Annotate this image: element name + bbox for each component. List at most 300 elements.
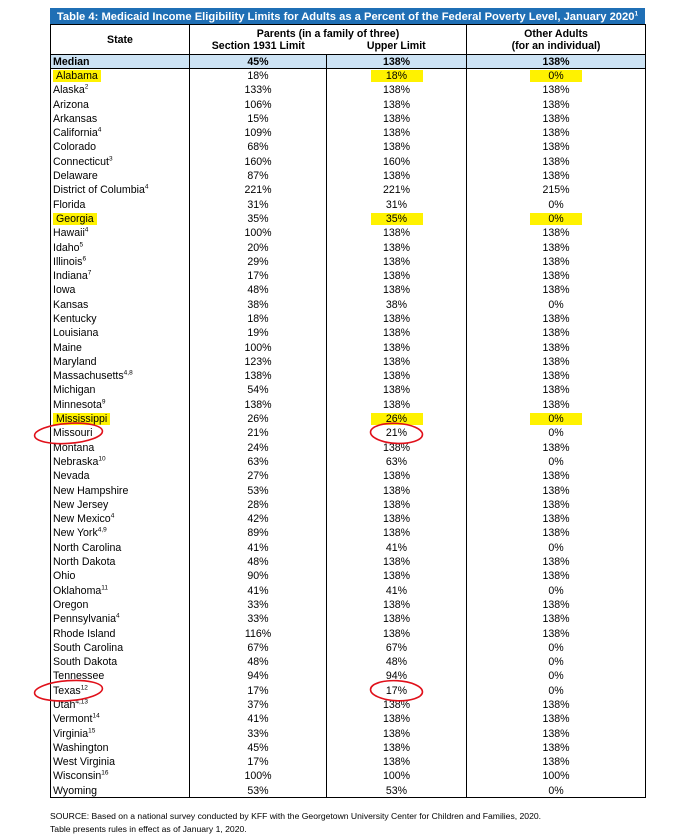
section-1931-cell — [190, 355, 327, 369]
section-1931-cell-value: 123% — [244, 355, 272, 368]
state-name: Iowa — [53, 284, 76, 297]
median-upper-limit: 138% — [327, 55, 467, 69]
upper-limit-cell — [327, 641, 467, 655]
section-1931-cell — [190, 755, 327, 769]
upper-limit-cell-value: 94% — [385, 670, 408, 683]
table-row — [51, 512, 646, 526]
state-name: Maine — [53, 341, 82, 354]
section-1931-cell — [190, 455, 327, 469]
other-adults-cell-value: 0% — [530, 213, 582, 225]
state-name: Washington — [53, 741, 109, 754]
state-name: Maryland — [53, 355, 97, 368]
upper-limit-cell — [327, 340, 467, 354]
state-cell — [51, 240, 190, 254]
section-1931-cell — [190, 426, 327, 440]
section-1931-cell-value: 106% — [244, 98, 272, 111]
section-1931-cell — [190, 183, 327, 197]
state-cell — [51, 555, 190, 569]
section-1931-cell — [190, 412, 327, 426]
section-1931-cell — [190, 726, 327, 740]
upper-limit-cell-value: 35% — [371, 213, 423, 225]
state-footnote: 15 — [88, 727, 96, 735]
other-adults-cell — [467, 126, 646, 140]
upper-limit-cell-value: 138% — [382, 613, 411, 626]
upper-limit-cell — [327, 469, 467, 483]
other-adults-cell-value: 138% — [542, 341, 570, 354]
section-1931-cell-value: 63% — [247, 455, 269, 468]
section-1931-cell — [190, 226, 327, 240]
state-cell — [51, 369, 190, 383]
table-row — [51, 412, 646, 426]
other-adults-cell — [467, 455, 646, 469]
other-adults-cell — [467, 426, 646, 440]
upper-limit-cell — [327, 698, 467, 712]
other-adults-cell-value: 138% — [542, 255, 570, 268]
section-1931-cell-value: 24% — [247, 441, 269, 454]
section-1931-cell-value: 17% — [247, 684, 269, 697]
state-cell — [51, 197, 190, 211]
upper-limit-cell-value: 138% — [382, 355, 411, 368]
other-adults-cell — [467, 355, 646, 369]
section-1931-cell-value: 48% — [247, 656, 269, 669]
upper-limit-cell — [327, 626, 467, 640]
upper-limit-cell — [327, 155, 467, 169]
other-adults-cell-value: 100% — [542, 770, 570, 783]
section-1931-cell-value: 17% — [247, 270, 269, 283]
other-adults-cell-value: 138% — [542, 84, 570, 97]
section-1931-cell — [190, 684, 327, 698]
state-footnote: 14 — [92, 712, 100, 720]
state-cell — [51, 583, 190, 597]
header-parents-group: Parents (in a family of three) — [256, 27, 400, 40]
state-footnote: 4 — [110, 512, 115, 520]
upper-limit-cell-value: 138% — [382, 241, 411, 254]
table-row — [51, 755, 646, 769]
state-name: Wisconsin — [53, 770, 102, 783]
other-adults-cell — [467, 555, 646, 569]
table-row — [51, 769, 646, 783]
section-1931-cell-value: 37% — [247, 699, 269, 711]
upper-limit-cell — [327, 326, 467, 340]
state-name: Georgia — [53, 213, 97, 225]
upper-limit-cell-value: 138% — [382, 741, 411, 754]
section-1931-cell — [190, 126, 327, 140]
other-adults-cell-value: 138% — [542, 370, 570, 383]
state-name: Minnesota — [53, 398, 102, 411]
other-adults-cell — [467, 140, 646, 154]
table-row — [51, 555, 646, 569]
state-footnote: 6 — [82, 255, 87, 263]
other-adults-cell-value: 138% — [542, 241, 570, 254]
source-note — [50, 810, 650, 836]
state-name: Connecticut — [53, 155, 109, 168]
section-1931-cell — [190, 169, 327, 183]
section-1931-cell — [190, 398, 327, 412]
upper-limit-cell — [327, 69, 467, 83]
upper-limit-cell-value: 160% — [382, 155, 411, 168]
state-cell — [51, 326, 190, 340]
other-adults-cell-value: 138% — [542, 355, 570, 368]
upper-limit-cell — [327, 398, 467, 412]
upper-limit-cell — [327, 555, 467, 569]
table-row — [51, 183, 646, 197]
upper-limit-cell-value: 17% — [385, 684, 408, 697]
upper-limit-cell — [327, 498, 467, 512]
section-1931-cell — [190, 598, 327, 612]
state-cell — [51, 441, 190, 455]
state-footnote: 2 — [84, 83, 89, 91]
upper-limit-cell-value: 138% — [382, 255, 411, 268]
section-1931-cell — [190, 569, 327, 583]
other-adults-cell-value: 0% — [548, 684, 564, 697]
other-adults-cell-value: 138% — [542, 527, 570, 540]
section-1931-cell-value: 35% — [247, 212, 269, 225]
state-cell — [51, 283, 190, 297]
section-1931-cell-value: 41% — [247, 584, 269, 597]
other-adults-cell-value: 0% — [548, 670, 564, 683]
state-name: New Jersey — [53, 498, 109, 511]
upper-limit-cell — [327, 312, 467, 326]
state-name: Vermont — [53, 713, 93, 726]
upper-limit-cell — [327, 541, 467, 555]
upper-limit-cell-value: 138% — [382, 398, 411, 411]
table-row — [51, 112, 646, 126]
section-1931-cell — [190, 741, 327, 755]
upper-limit-cell — [327, 769, 467, 783]
state-cell — [51, 784, 190, 798]
section-1931-cell-value: 90% — [247, 570, 269, 583]
state-name: Michigan — [53, 384, 96, 397]
other-adults-cell — [467, 483, 646, 497]
upper-limit-cell-value: 38% — [385, 298, 408, 311]
other-adults-cell — [467, 312, 646, 326]
state-name: Alabama — [53, 70, 101, 82]
other-adults-cell — [467, 741, 646, 755]
state-name: Wyoming — [53, 784, 98, 797]
table-title-text: Table 4: Medicaid Income Eligibility Limits for Adults as a Percent of the Federal Poverty Level, January 2020 — [56, 11, 635, 23]
upper-limit-cell-value: 26% — [371, 413, 423, 425]
upper-limit-cell — [327, 212, 467, 226]
upper-limit-cell-value: 53% — [385, 784, 408, 797]
upper-limit-cell — [327, 741, 467, 755]
section-1931-cell — [190, 255, 327, 269]
other-adults-cell — [467, 255, 646, 269]
state-footnote: 4 — [97, 126, 102, 134]
section-1931-cell-value: 20% — [247, 241, 269, 254]
upper-limit-cell-value: 138% — [382, 470, 411, 483]
section-1931-cell-value: 68% — [247, 141, 269, 154]
state-name: Rhode Island — [53, 627, 116, 640]
other-adults-cell-value: 0% — [548, 455, 564, 468]
section-1931-cell — [190, 240, 327, 254]
state-name: California — [53, 127, 98, 140]
state-name: Louisiana — [53, 327, 99, 340]
median-label: Median — [51, 55, 190, 69]
table-row — [51, 226, 646, 240]
section-1931-cell-value: 100% — [244, 770, 272, 783]
state-name: Arizona — [53, 98, 89, 111]
other-adults-cell-value: 138% — [542, 756, 570, 769]
state-cell — [51, 269, 190, 283]
state-footnote: 4,8 — [123, 369, 133, 377]
upper-limit-cell — [327, 183, 467, 197]
table-row — [51, 541, 646, 555]
state-cell — [51, 412, 190, 426]
state-name: Mississippi — [53, 413, 110, 425]
state-cell — [51, 140, 190, 154]
upper-limit-cell-value: 138% — [382, 756, 411, 769]
state-name: Kentucky — [53, 312, 97, 325]
state-footnote: 4 — [144, 183, 149, 191]
section-1931-cell — [190, 140, 327, 154]
upper-limit-cell-value: 138% — [382, 284, 411, 297]
upper-limit-cell — [327, 755, 467, 769]
section-1931-cell-value: 116% — [244, 627, 272, 640]
state-cell — [51, 298, 190, 312]
eligibility-table — [50, 24, 646, 798]
other-adults-cell — [467, 569, 646, 583]
upper-limit-cell-value: 41% — [385, 584, 408, 597]
state-footnote: 11 — [101, 584, 109, 592]
upper-limit-cell — [327, 97, 467, 111]
other-adults-cell — [467, 598, 646, 612]
other-adults-cell — [467, 169, 646, 183]
other-adults-cell — [467, 655, 646, 669]
table-row — [51, 197, 646, 211]
upper-limit-cell-value: 138% — [382, 441, 411, 454]
state-cell — [51, 426, 190, 440]
table-title-footnote: 1 — [634, 10, 639, 18]
state-cell — [51, 398, 190, 412]
table-row — [51, 312, 646, 326]
other-adults-cell-value: 138% — [542, 398, 570, 411]
state-cell — [51, 541, 190, 555]
section-1931-cell — [190, 784, 327, 798]
header-other-adults-line1: Other Adults — [524, 27, 588, 40]
section-1931-cell-value: 100% — [244, 227, 272, 240]
source-line-1: SOURCE: Based on a national survey conducted by KFF with the Georgetown University Center for Children and Families, 2020. — [50, 811, 542, 821]
upper-limit-cell — [327, 240, 467, 254]
state-cell — [51, 255, 190, 269]
other-adults-cell-value: 138% — [542, 170, 570, 183]
section-1931-cell — [190, 483, 327, 497]
section-1931-cell-value: 18% — [247, 312, 269, 325]
other-adults-cell-value: 138% — [542, 127, 570, 140]
table-row — [51, 69, 646, 83]
upper-limit-cell-value: 138% — [382, 570, 411, 583]
section-1931-cell-value: 100% — [244, 341, 272, 354]
header-other-adults — [467, 25, 646, 55]
state-cell — [51, 698, 190, 712]
state-footnote: 5 — [79, 240, 84, 248]
other-adults-cell — [467, 583, 646, 597]
table-row — [51, 583, 646, 597]
upper-limit-cell — [327, 83, 467, 97]
section-1931-cell-value: 48% — [247, 556, 269, 569]
other-adults-cell — [467, 326, 646, 340]
upper-limit-cell — [327, 512, 467, 526]
other-adults-cell-value: 0% — [530, 70, 582, 82]
section-1931-cell — [190, 383, 327, 397]
upper-limit-cell — [327, 655, 467, 669]
state-cell — [51, 569, 190, 583]
table-row — [51, 255, 646, 269]
upper-limit-cell — [327, 455, 467, 469]
state-footnote: 3 — [108, 155, 113, 163]
table-row — [51, 469, 646, 483]
other-adults-cell — [467, 526, 646, 540]
upper-limit-cell — [327, 355, 467, 369]
other-adults-cell — [467, 726, 646, 740]
other-adults-cell — [467, 155, 646, 169]
state-cell — [51, 126, 190, 140]
upper-limit-cell-value: 138% — [382, 127, 411, 140]
state-cell — [51, 455, 190, 469]
other-adults-cell-value: 138% — [542, 727, 570, 740]
upper-limit-cell — [327, 126, 467, 140]
section-1931-cell-value: 21% — [247, 427, 269, 440]
section-1931-cell — [190, 583, 327, 597]
upper-limit-cell — [327, 726, 467, 740]
state-cell — [51, 97, 190, 111]
other-adults-cell — [467, 340, 646, 354]
other-adults-cell — [467, 97, 646, 111]
other-adults-cell-value: 138% — [542, 155, 570, 168]
section-1931-cell-value: 221% — [244, 184, 272, 197]
table-row — [51, 355, 646, 369]
state-footnote: 10 — [98, 455, 106, 463]
section-1931-cell-value: 41% — [247, 713, 269, 726]
other-adults-cell — [467, 626, 646, 640]
section-1931-cell — [190, 112, 327, 126]
section-1931-cell-value: 41% — [247, 541, 269, 554]
upper-limit-cell — [327, 598, 467, 612]
other-adults-cell — [467, 612, 646, 626]
table-row — [51, 155, 646, 169]
section-1931-cell — [190, 641, 327, 655]
median-section-1931: 45% — [190, 55, 327, 69]
other-adults-cell — [467, 298, 646, 312]
table-row — [51, 283, 646, 297]
state-cell — [51, 383, 190, 397]
state-cell — [51, 726, 190, 740]
section-1931-cell — [190, 526, 327, 540]
section-1931-cell-value: 33% — [247, 598, 269, 611]
other-adults-cell-value: 138% — [542, 327, 570, 340]
upper-limit-cell-value: 138% — [382, 556, 411, 569]
other-adults-cell — [467, 269, 646, 283]
state-cell — [51, 769, 190, 783]
upper-limit-cell-value: 67% — [385, 641, 408, 654]
other-adults-cell — [467, 441, 646, 455]
state-footnote: 4,13 — [75, 698, 89, 706]
state-name: Missouri — [53, 427, 93, 440]
upper-limit-cell-value: 138% — [382, 370, 411, 383]
section-1931-cell-value: 42% — [247, 513, 269, 526]
state-cell — [51, 755, 190, 769]
section-1931-cell-value: 160% — [244, 155, 272, 168]
other-adults-cell-value: 0% — [548, 198, 564, 211]
upper-limit-cell — [327, 684, 467, 698]
state-cell — [51, 169, 190, 183]
upper-limit-cell-value: 138% — [382, 727, 411, 740]
other-adults-cell-value: 138% — [542, 713, 570, 726]
section-1931-cell-value: 19% — [247, 327, 269, 340]
table-row — [51, 669, 646, 683]
state-name: New Mexico — [53, 513, 111, 526]
state-name: Montana — [53, 441, 95, 454]
table-row — [51, 483, 646, 497]
upper-limit-cell-value: 138% — [382, 598, 411, 611]
section-1931-cell — [190, 283, 327, 297]
state-name: Massachusetts — [53, 370, 124, 383]
state-name: North Carolina — [53, 541, 122, 554]
state-cell — [51, 355, 190, 369]
other-adults-cell — [467, 469, 646, 483]
state-name: New Hampshire — [53, 484, 129, 497]
other-adults-cell — [467, 755, 646, 769]
state-name: Pennsylvania — [53, 613, 117, 626]
state-cell — [51, 512, 190, 526]
upper-limit-cell — [327, 269, 467, 283]
section-1931-cell — [190, 512, 327, 526]
section-1931-cell — [190, 498, 327, 512]
section-1931-cell — [190, 326, 327, 340]
section-1931-cell — [190, 69, 327, 83]
state-name: Florida — [53, 198, 86, 211]
other-adults-cell-value: 0% — [548, 784, 564, 797]
other-adults-cell — [467, 83, 646, 97]
state-cell — [51, 598, 190, 612]
table-row — [51, 655, 646, 669]
section-1931-cell — [190, 212, 327, 226]
upper-limit-cell-value: 138% — [382, 699, 411, 711]
state-name: District of Columbia — [53, 184, 145, 197]
table-row — [51, 455, 646, 469]
other-adults-cell-value: 138% — [542, 270, 570, 283]
table-row — [51, 784, 646, 798]
other-adults-cell — [467, 69, 646, 83]
section-1931-cell — [190, 340, 327, 354]
state-name: Texas — [53, 684, 81, 697]
section-1931-cell-value: 109% — [244, 127, 272, 140]
upper-limit-cell-value: 138% — [382, 112, 411, 125]
upper-limit-cell — [327, 583, 467, 597]
state-cell — [51, 526, 190, 540]
other-adults-cell-value: 0% — [548, 656, 564, 669]
other-adults-cell-value: 138% — [542, 227, 570, 240]
upper-limit-cell — [327, 483, 467, 497]
other-adults-cell-value: 0% — [548, 541, 564, 554]
section-1931-cell — [190, 441, 327, 455]
state-footnote: 12 — [80, 684, 88, 692]
state-name: Alaska — [53, 84, 85, 97]
upper-limit-cell-value: 138% — [382, 713, 411, 726]
upper-limit-cell — [327, 412, 467, 426]
state-name: North Dakota — [53, 556, 116, 569]
other-adults-cell-value: 138% — [542, 556, 570, 569]
other-adults-cell-value: 138% — [542, 484, 570, 497]
state-name: Hawaii — [53, 227, 85, 240]
header-state: State — [51, 25, 190, 55]
section-1931-cell-value: 28% — [247, 498, 269, 511]
upper-limit-cell-value: 138% — [382, 84, 411, 97]
section-1931-cell — [190, 97, 327, 111]
state-cell — [51, 612, 190, 626]
table-row — [51, 326, 646, 340]
upper-limit-cell — [327, 569, 467, 583]
upper-limit-cell-value: 221% — [382, 184, 411, 197]
